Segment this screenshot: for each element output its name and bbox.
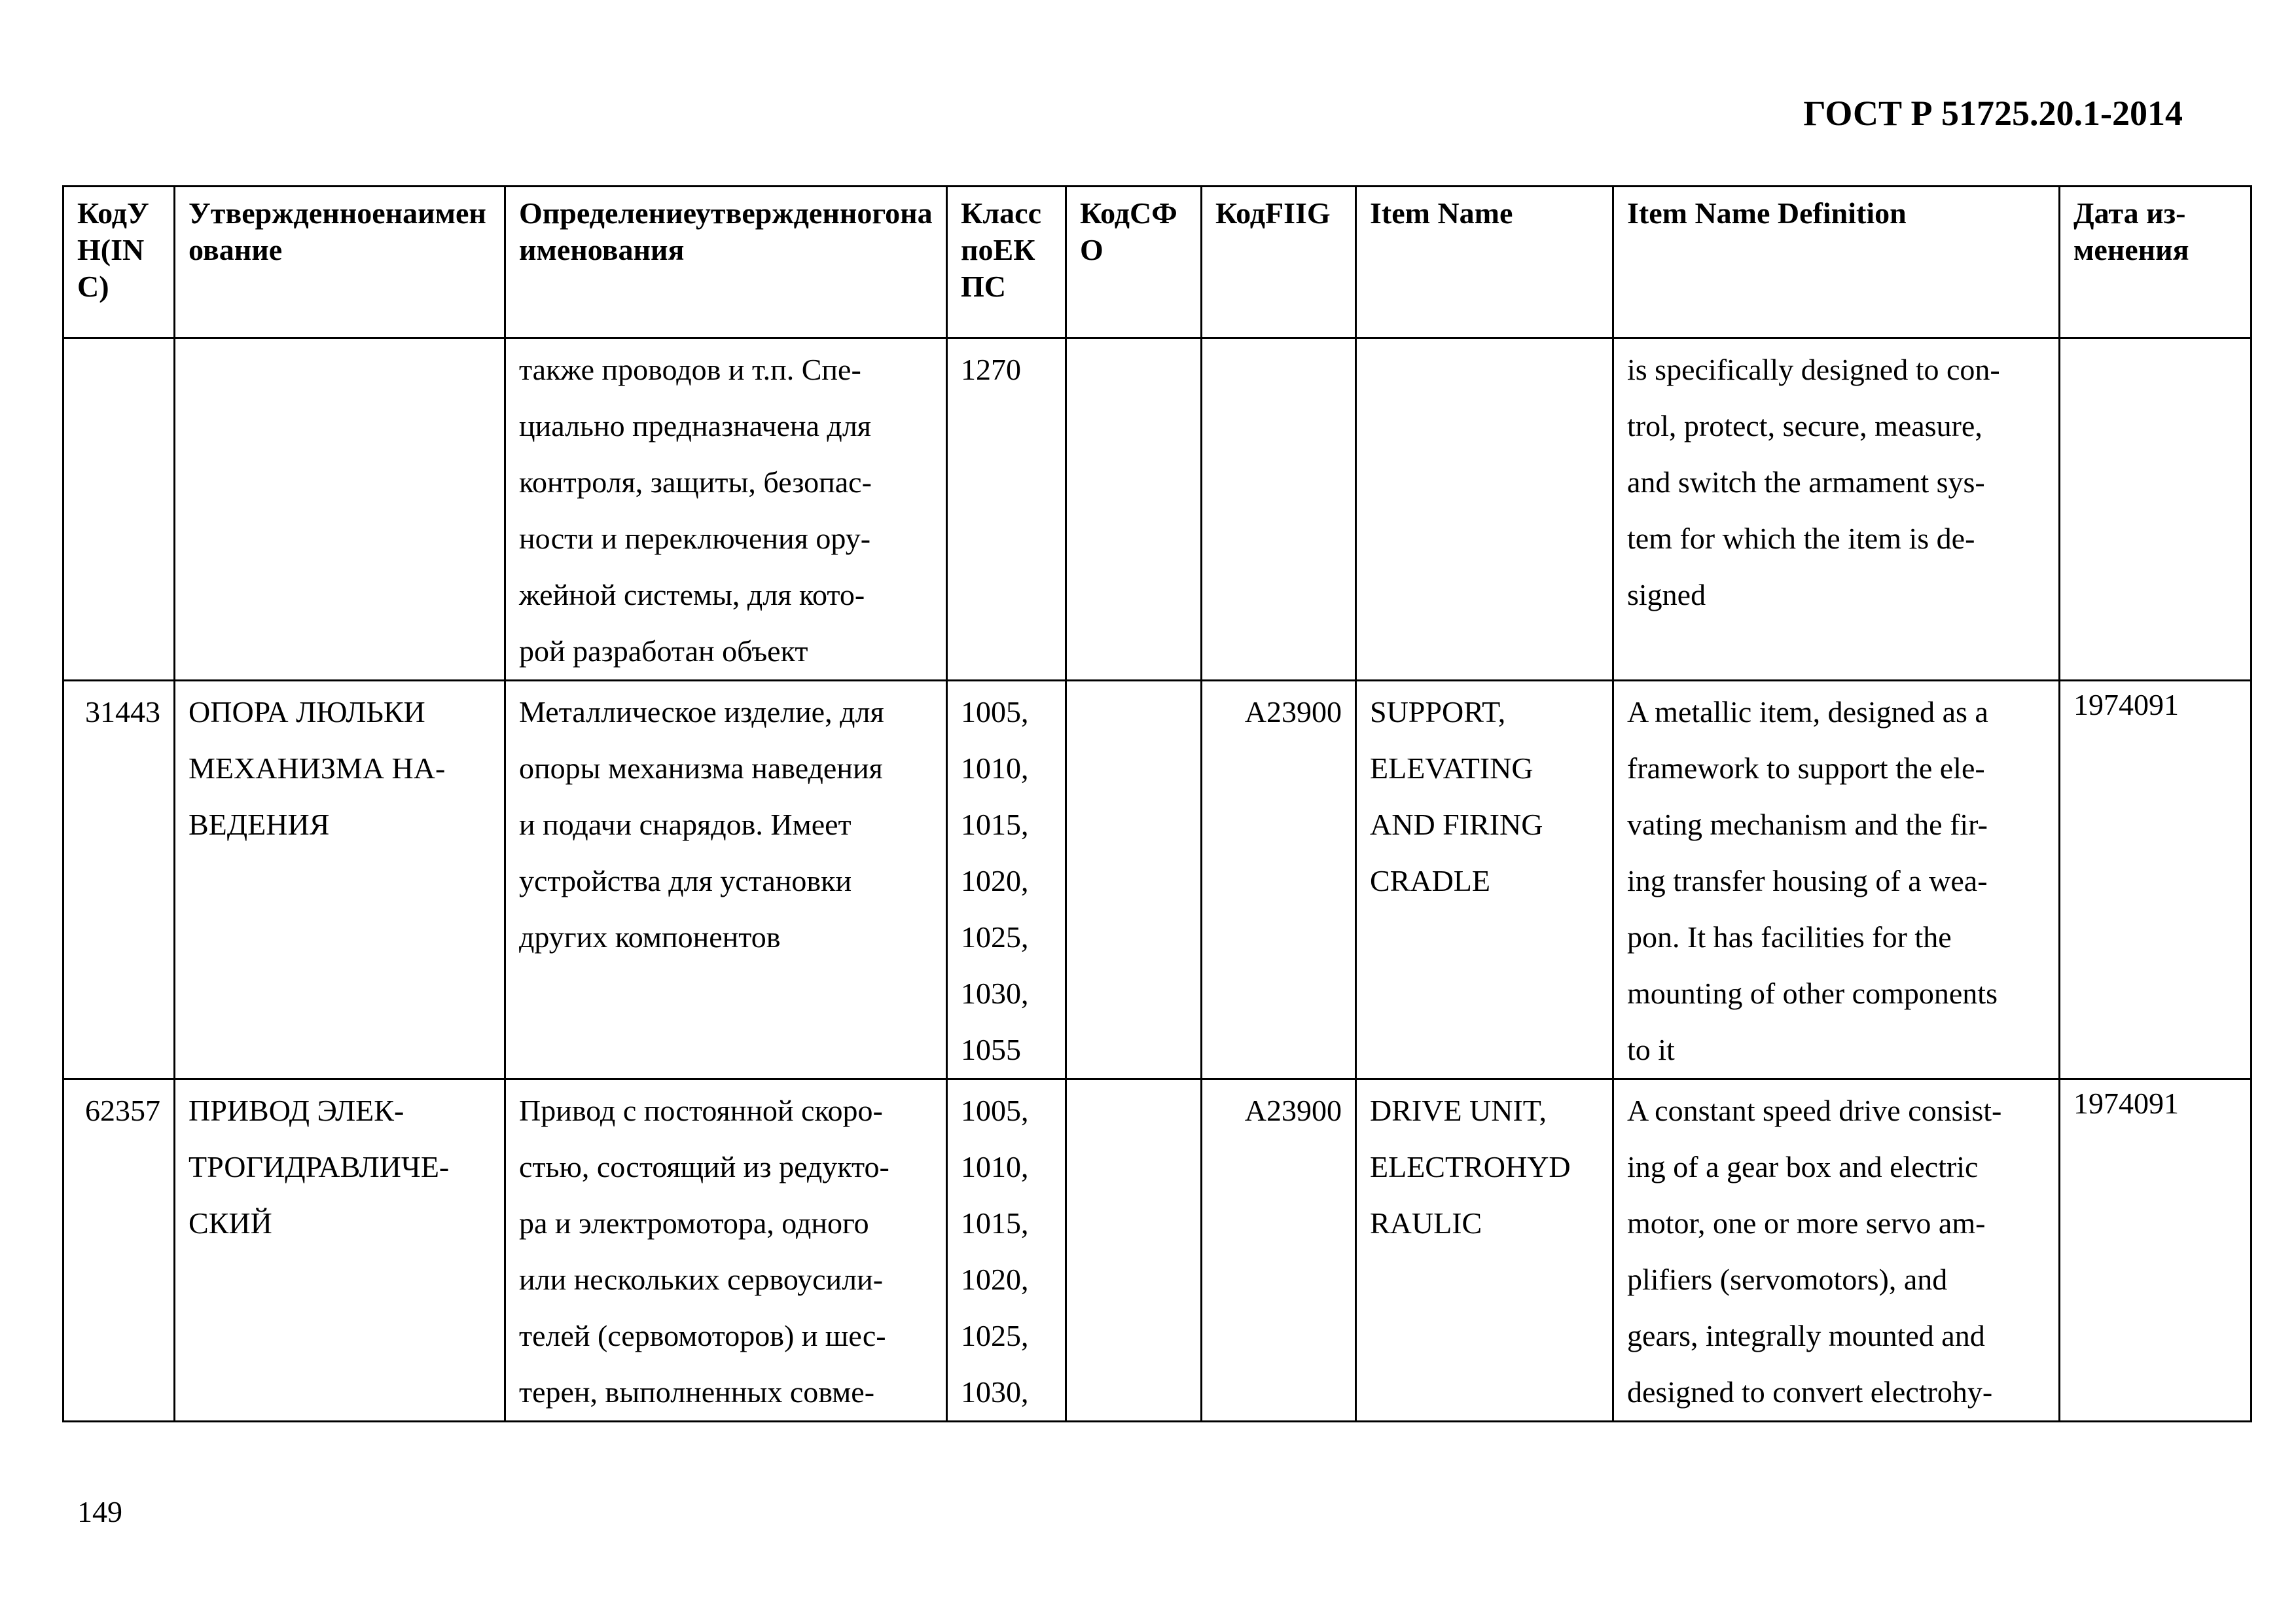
- cell-line: to it: [1627, 1033, 1675, 1066]
- header-line: ЕКП: [961, 233, 1035, 303]
- header-row: [63, 187, 2251, 338]
- fiig-code-cell: [1202, 338, 1356, 681]
- header-line: FIIG: [1265, 196, 1331, 230]
- cell-line: ing of a gear box and electric: [1627, 1150, 1979, 1183]
- ekps-class-cell: [947, 1079, 1066, 1422]
- header-line: Утвержденное: [188, 196, 386, 230]
- header-line: Код: [77, 196, 128, 230]
- definition-cell: [505, 338, 947, 681]
- cell-line: framework to support the ele-: [1627, 751, 1985, 785]
- cell-line: контроля, защиты, безопас-: [519, 465, 872, 499]
- table-header: [63, 187, 2251, 338]
- ekps-class-cell: [947, 681, 1066, 1079]
- change-date-cell: 1974091: [2060, 1079, 2251, 1422]
- header-line: Определение: [519, 196, 696, 230]
- cell-line: ВЕДЕНИЯ: [188, 808, 330, 841]
- header-item-name: [1356, 187, 1613, 338]
- cell-line: trol, protect, secure, measure,: [1627, 409, 1982, 442]
- cell-line: tem for which the item is de-: [1627, 522, 1975, 555]
- cell-line: A metallic item, designed as a: [1627, 695, 1988, 729]
- cell-line: МЕХАНИЗМА НА-: [188, 751, 446, 785]
- cell-line: ности и переключения ору-: [519, 522, 871, 555]
- cell-line: and switch the armament sys-: [1627, 465, 1985, 499]
- header-line: наименования: [519, 196, 933, 266]
- header-line: Дата из-: [2073, 196, 2186, 230]
- cell-line: CRADLE: [1370, 864, 1490, 897]
- cell-line: ТРОГИДРАВЛИЧЕ-: [188, 1150, 450, 1183]
- document-number: ГОСТ Р 51725.20.1-2014: [1803, 94, 2183, 133]
- cell-line: устройства для установки: [519, 864, 852, 897]
- fiig-code-cell: A23900: [1202, 1079, 1356, 1422]
- header-sfo-code: [1066, 187, 1202, 338]
- definition-cell: [505, 681, 947, 1079]
- cell-line: 1270: [961, 353, 1021, 386]
- cell-line: SUPPORT,: [1370, 695, 1506, 729]
- cell-line: и подачи снарядов. Имеет: [519, 808, 852, 841]
- cell-line: телей (сервомоторов) и шес-: [519, 1319, 886, 1352]
- header-line: (INC): [77, 233, 145, 303]
- cell-line: ing transfer housing of a wea-: [1627, 864, 1988, 897]
- cell-line: signed: [1627, 578, 1706, 611]
- cell-line: 1005,: [961, 1094, 1029, 1127]
- cell-line: motor, one or more servo am-: [1627, 1206, 1986, 1240]
- cell-line: gears, integrally mounted and: [1627, 1319, 1985, 1352]
- approved-name-cell: [175, 1079, 505, 1422]
- cell-line: 1005,: [961, 695, 1029, 729]
- table-row: [63, 681, 2251, 1079]
- header-item-name-definition: [1613, 187, 2060, 338]
- cell-line: также проводов и т.п. Спе-: [519, 353, 861, 386]
- table-row: [63, 338, 2251, 681]
- cell-line: 1010,: [961, 751, 1029, 785]
- cell-line: 1055: [961, 1033, 1021, 1066]
- item-name-definition-cell: [1613, 338, 2060, 681]
- cell-line: терен, выполненных совме-: [519, 1375, 875, 1409]
- cell-line: 1030,: [961, 977, 1029, 1010]
- header-inc: [63, 187, 175, 338]
- approved-name-cell: [175, 338, 505, 681]
- header-line: УН: [77, 196, 149, 266]
- header-line: наименование: [188, 196, 486, 266]
- cell-line: plifiers (servomotors), and: [1627, 1263, 1948, 1296]
- header-line: С: [984, 270, 1007, 303]
- header-line: Класс: [961, 196, 1041, 230]
- cell-line: 1010,: [961, 1150, 1029, 1183]
- header-line: менения: [2073, 233, 2189, 266]
- ekps-class-cell: [947, 338, 1066, 681]
- cell-line: pon. It has facilities for the: [1627, 920, 1952, 954]
- cell-line: ПРИВОД ЭЛЕК-: [188, 1094, 404, 1127]
- cell-line: AND FIRING: [1370, 808, 1543, 841]
- cell-line: ELECTROHYD: [1370, 1150, 1571, 1183]
- cell-line: 1030,: [961, 1375, 1029, 1409]
- cell-line: других компонентов: [519, 920, 781, 954]
- cell-line: 1025,: [961, 920, 1029, 954]
- item-name-definition-cell: [1613, 681, 2060, 1079]
- sfo-code-cell: [1066, 1079, 1202, 1422]
- header-line: утвержденного: [695, 196, 901, 230]
- item-name-cell: [1356, 1079, 1613, 1422]
- cell-line: 1015,: [961, 1206, 1029, 1240]
- cell-line: designed to convert electrohy-: [1627, 1375, 1993, 1409]
- header-change-date: [2060, 187, 2251, 338]
- cell-line: ELEVATING: [1370, 751, 1534, 785]
- table-row: [63, 1079, 2251, 1422]
- header-line: Item Name Definition: [1627, 196, 1907, 230]
- header-line: по: [961, 233, 994, 266]
- cell-line: или нескольких сервоусили-: [519, 1263, 884, 1296]
- approved-name-cell: [175, 681, 505, 1079]
- cell-line: опоры механизма наведения: [519, 751, 883, 785]
- header-line: СФО: [1080, 196, 1177, 266]
- cell-line: 1015,: [961, 808, 1029, 841]
- table-body: [63, 338, 2251, 1422]
- item-name-cell: [1356, 338, 1613, 681]
- change-date-cell: 1974091: [2060, 681, 2251, 1079]
- change-date-cell: [2060, 338, 2251, 681]
- header-ekps-class: [947, 187, 1066, 338]
- definition-cell: [505, 1079, 947, 1422]
- header-line: Item Name: [1370, 196, 1513, 230]
- cell-line: стью, состоящий из редукто-: [519, 1150, 889, 1183]
- cell-line: DRIVE UNIT,: [1370, 1094, 1547, 1127]
- header-fiig-code: [1202, 187, 1356, 338]
- page-number: 149: [77, 1495, 122, 1528]
- item-name-definition-cell: [1613, 1079, 2060, 1422]
- cell-line: mounting of other components: [1627, 977, 1998, 1010]
- header-approved-name: [175, 187, 505, 338]
- item-name-cell: [1356, 681, 1613, 1079]
- cell-line: 1025,: [961, 1319, 1029, 1352]
- cell-line: СКИЙ: [188, 1206, 272, 1240]
- header-name-definition: [505, 187, 947, 338]
- cell-line: ОПОРА ЛЮЛЬКИ: [188, 695, 425, 729]
- cell-line: is specifically designed to con-: [1627, 353, 2000, 386]
- inc-cell: 62357: [63, 1079, 175, 1422]
- sfo-code-cell: [1066, 681, 1202, 1079]
- cell-line: циально предназначена для: [519, 409, 871, 442]
- cell-line: Металлическое изделие, для: [519, 695, 884, 729]
- fiig-code-cell: A23900: [1202, 681, 1356, 1079]
- cell-line: рой разработан объект: [519, 634, 808, 668]
- cell-line: A constant speed drive consist-: [1627, 1094, 2002, 1127]
- cell-line: жейной системы, для кото-: [519, 578, 865, 611]
- header-line: Код: [1080, 196, 1130, 230]
- cell-line: ра и электромотора, одного: [519, 1206, 869, 1240]
- cell-line: vating mechanism and the fir-: [1627, 808, 1988, 841]
- sfo-code-cell: [1066, 338, 1202, 681]
- catalog-table: [62, 185, 2252, 1422]
- cell-line: RAULIC: [1370, 1206, 1482, 1240]
- cell-line: Привод с постоянной скоро-: [519, 1094, 883, 1127]
- cell-line: 1020,: [961, 864, 1029, 897]
- header-line: Код: [1215, 196, 1266, 230]
- cell-line: 1020,: [961, 1263, 1029, 1296]
- inc-cell: [63, 338, 175, 681]
- inc-cell: 31443: [63, 681, 175, 1079]
